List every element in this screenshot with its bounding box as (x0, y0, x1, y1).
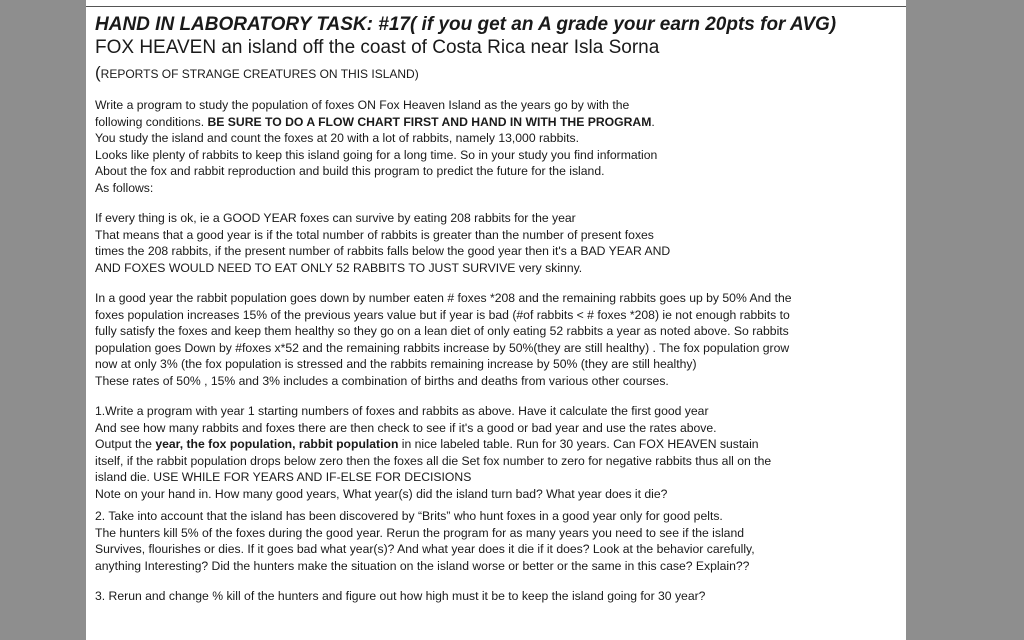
intro-line: About the fox and rabbit reproduction and build this program to predict the future for the island. (95, 164, 605, 178)
document-subtitle: FOX HEAVEN an island off the coast of Costa Rica near Isla Sorna (95, 37, 660, 58)
rules-line: times the 208 rabbits, if the present number of rabbits falls below the good year then it's a BAD YEAR AND (95, 244, 671, 258)
task1-line: island die. USE WHILE FOR YEARS AND IF-ELSE FOR DECISIONS (95, 470, 472, 484)
task2-line: anything Interesting? Did the hunters make the situation on the island worse or better or the same in this case? Explain?? (95, 558, 750, 573)
reports-note (95, 62, 900, 85)
output-columns: year, the fox population, rabbit population (155, 437, 399, 451)
rates-line: foxes population increases 15% of the previous years value but if year is bad (#of rabbits < # foxes *208) ie not enough rabbits to (95, 307, 790, 322)
document-page (86, 0, 906, 640)
reports-paren: ( (95, 63, 101, 82)
rules-line: AND FOXES WOULD NEED TO EAT ONLY 52 RABBITS TO JUST SURVIVE very skinny. (95, 260, 583, 275)
rates-line: fully satisfy the foxes and keep them healthy so they go on a lean diet of only eating 52 rabbits a year as noted above. So rabbits (95, 324, 789, 338)
rules-line: If every thing is ok, ie a GOOD YEAR foxes can survive by eating 208 rabbits for the year (95, 211, 576, 225)
flowchart-instruction: BE SURE TO DO A FLOW CHART FIRST AND HAND IN WITH THE PROGRAM (207, 114, 652, 129)
task1-line: Note on your hand in. How many good years, What year(s) did the island turn bad? What year does it die? (95, 486, 668, 501)
rules-line: That means that a good year is if the total number of rabbits is greater than the number of present foxes (95, 227, 654, 242)
task1-paragraph (95, 403, 900, 502)
document-title: HAND IN LABORATORY TASK: #17( if you get an A grade your earn 20pts for AVG) (95, 14, 837, 35)
top-divider (86, 6, 906, 7)
intro-line: following conditions. BE SURE TO DO A FLOW CHART FIRST AND HAND IN WITH THE PROGRAM. (95, 114, 655, 129)
task2-line: Survives, flourishes or dies. If it goes bad what year(s)? And what year does it die if it does? Look at the behavior carefully, (95, 542, 755, 556)
intro-line: Write a program to study the population of foxes ON Fox Heaven Island as the years go by with the (95, 98, 630, 112)
reports-text: REPORTS OF STRANGE CREATURES ON THIS ISLAND) (100, 67, 419, 81)
rules-paragraph (95, 210, 900, 276)
task1-line: Output the year, the fox population, rabbit population in nice labeled table. Run for 30 years. Can FOX HEAVEN sustain (95, 437, 759, 451)
rates-line: now at only 3% (the fox population is stressed and the rabbits remaining increase by 50% (they are still healthy) (95, 357, 697, 371)
rates-line: population goes Down by #foxes x*52 and the remaining rabbits increase by 50%(they are still healthy) . The fox population grow (95, 340, 790, 355)
intro-line: Looks like plenty of rabbits to keep this island going for a long time. So in your study you find information (95, 147, 658, 162)
task1-line: itself, if the rabbit population drops below zero then the foxes all die Set fox number to zero for negative rabbits thus all on the (95, 453, 772, 468)
task3-line: 3. Rerun and change % kill of the hunters and figure out how high must it be to keep the island going for 30 year? (95, 589, 706, 603)
rates-line: In a good year the rabbit population goes down by number eaten # foxes *208 and the remaining rabbits goes up by 50% And the (95, 291, 792, 305)
intro-line: As follows: (95, 180, 154, 195)
rates-paragraph (95, 290, 900, 389)
task2-paragraph (95, 508, 900, 574)
task1-line: And see how many rabbits and foxes there are then check to see if it's a good or bad year and use the rates above. (95, 420, 717, 435)
task2-line: 2. Take into account that the island has been discovered by “Brits” who hunt foxes in a good year only for good pelts. (95, 509, 723, 523)
task3-paragraph (95, 588, 900, 605)
intro-paragraph (95, 97, 900, 196)
task1-line: 1.Write a program with year 1 starting numbers of foxes and rabbits as above. Have it calculate the first good year (95, 404, 709, 418)
document-content (95, 14, 900, 605)
task2-line: The hunters kill 5% of the foxes during the good year. Rerun the program for as many years you need to see if the island (95, 525, 745, 540)
intro-line: You study the island and count the foxes at 20 with a lot of rabbits, namely 13,000 rabbits. (95, 131, 579, 145)
rates-line: These rates of 50% , 15% and 3% includes a combination of births and deaths from various other courses. (95, 373, 669, 388)
